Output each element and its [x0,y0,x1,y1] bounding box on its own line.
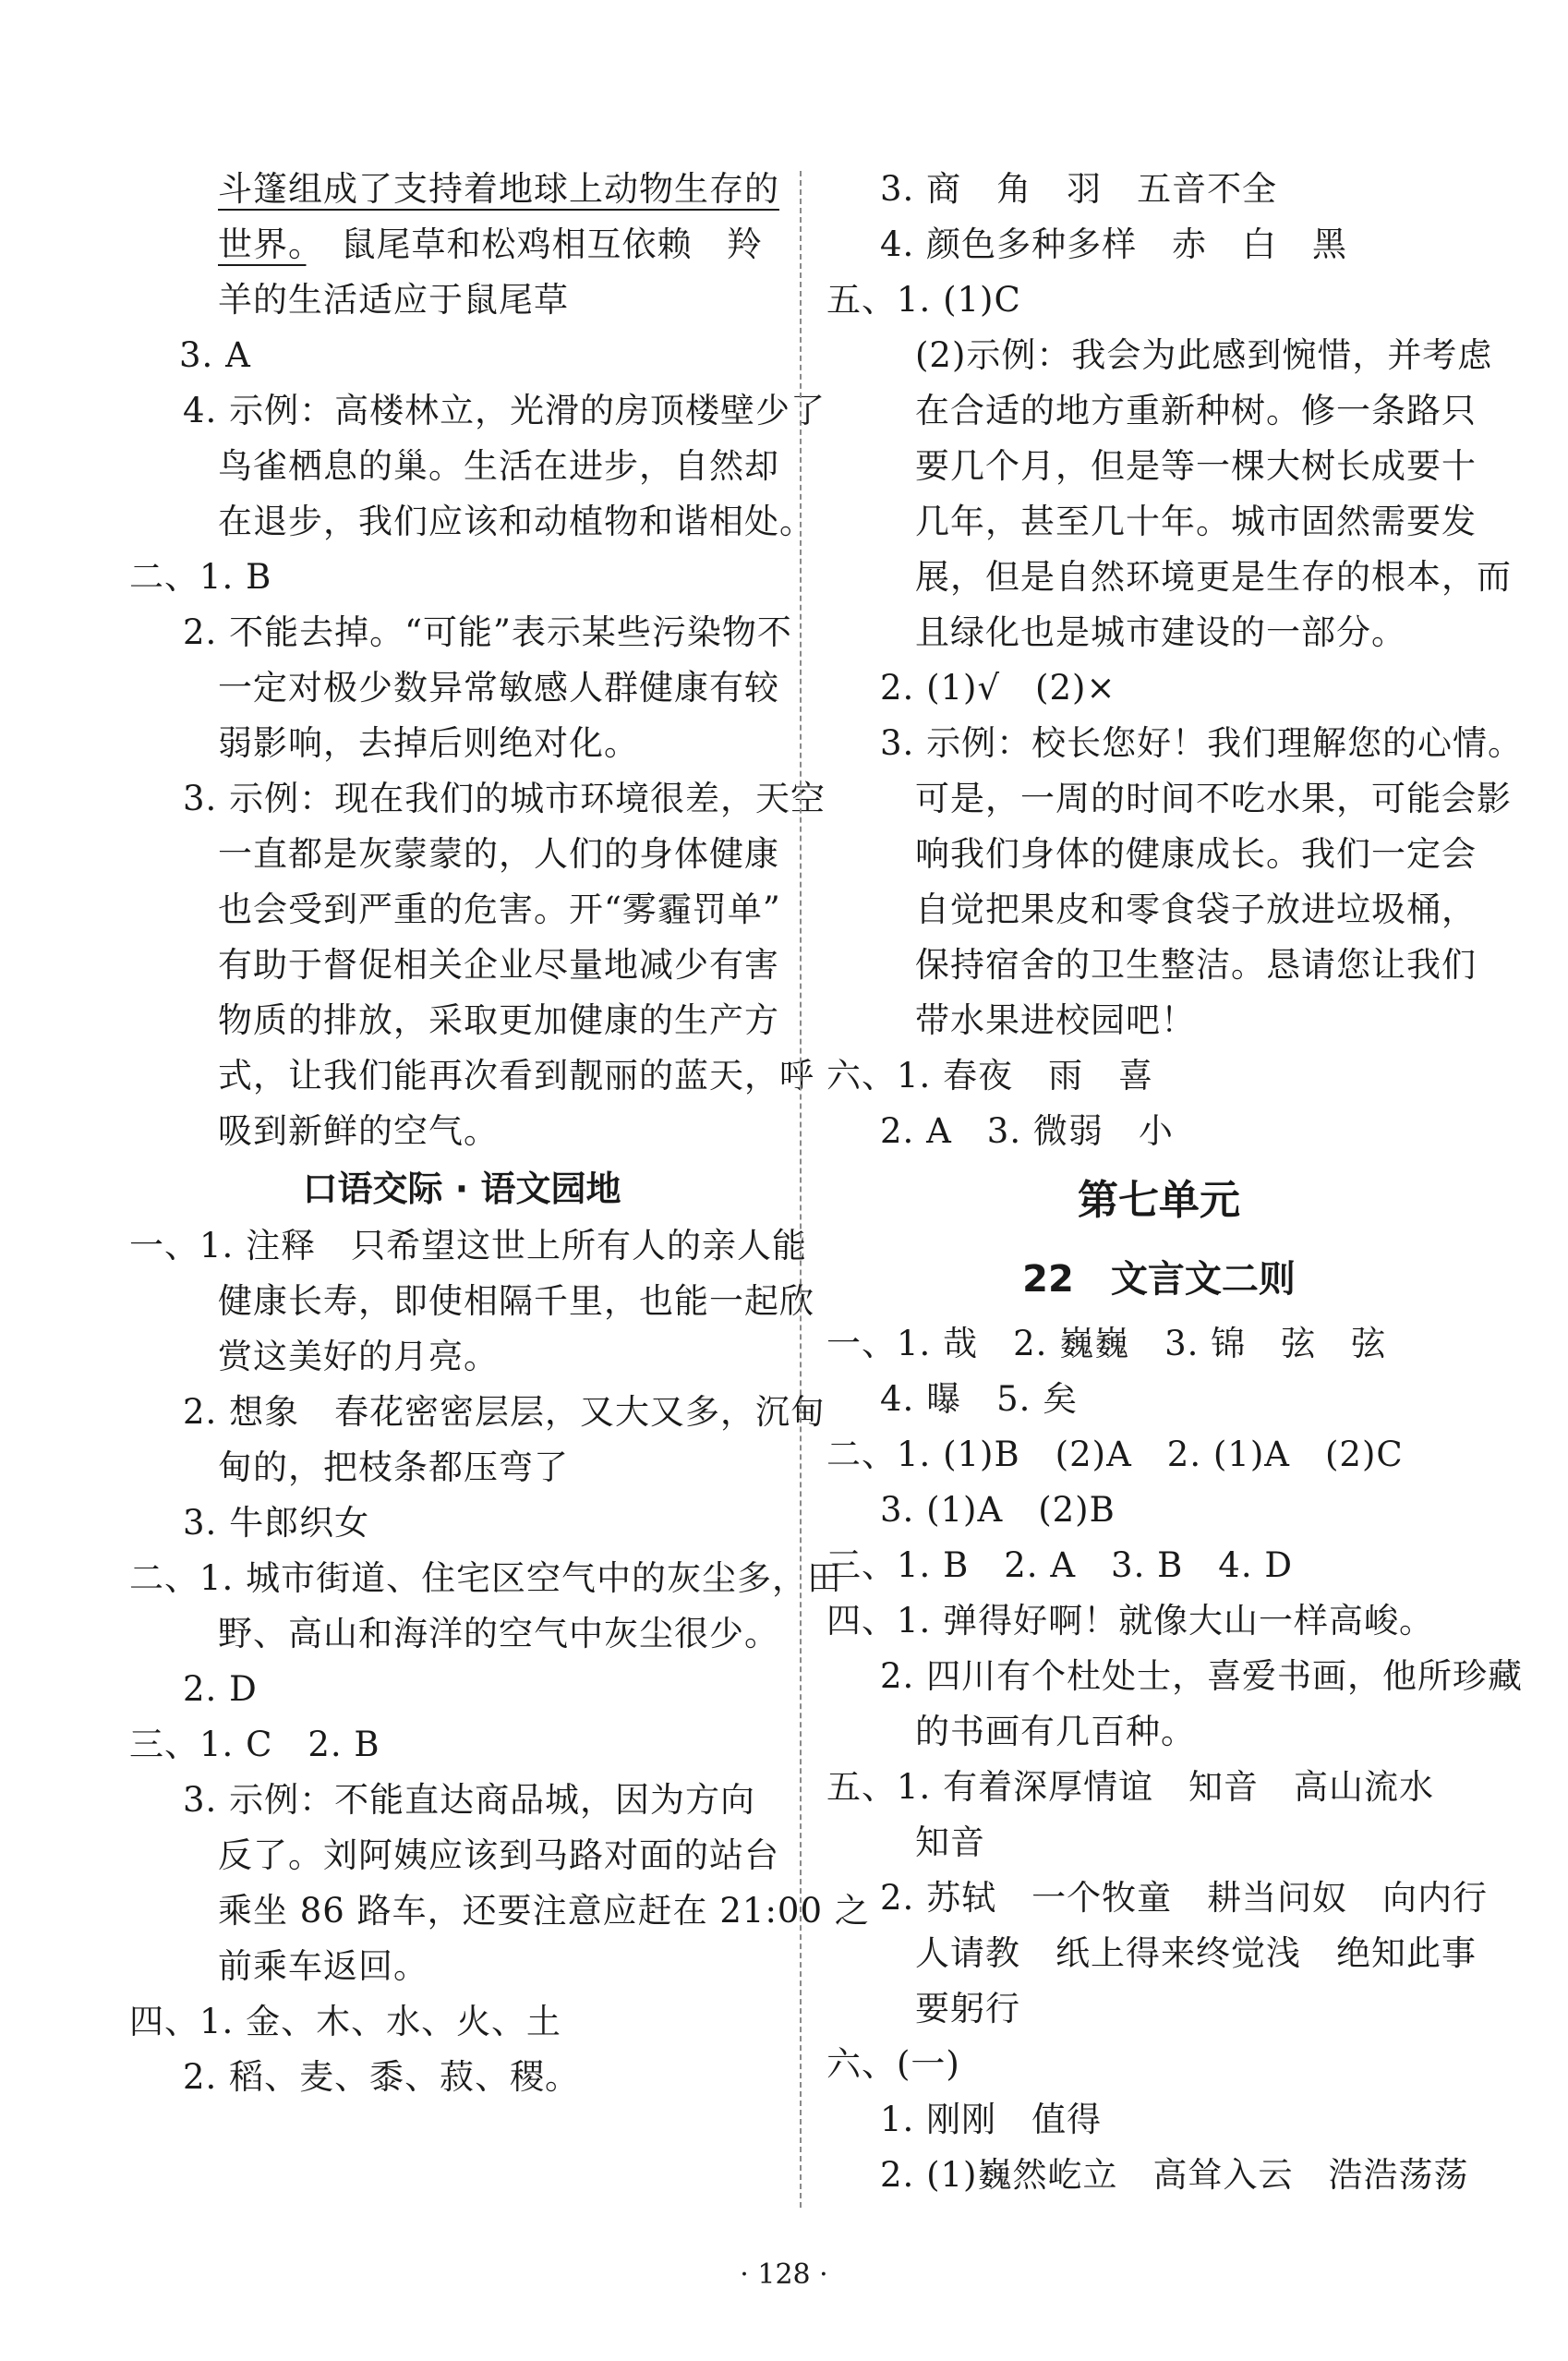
answer-line: 人请教 纸上得来终觉浅 绝知此事 [915,1933,1477,1973]
answer-line: 野、高山和海洋的空气中灰尘很少。 [218,1614,779,1653]
answer-line: 2. A 3. 微弱 小 [880,1111,1174,1151]
answer-line: 反了。刘阿姨应该到马路对面的站台 [218,1835,779,1875]
answer-line: 带水果进校园吧！ [915,1000,1196,1040]
answer-line: 三、1. C 2. B [129,1725,380,1764]
left-column [129,162,870,2105]
answer-line: 且绿化也是城市建设的一部分。 [915,612,1406,652]
answer-line: 羊的生活适应于鼠尾草 [218,280,569,320]
answer-line: 2. 苏轼 一个牧童 耕当问奴 向内行 [880,1878,1489,1918]
answer-line: 二、1. B [129,557,272,597]
answer-line: 3. (1)A (2)B [880,1490,1116,1530]
answer-line: 五、1. (1)C [826,280,1021,320]
answer-line: 要几个月，但是等一棵大树长成要十 [915,446,1477,486]
column-divider [800,171,802,2208]
answer-line: 4. 颜色多种多样 赤 白 黑 [880,224,1348,264]
answer-line: 2. 稻、麦、黍、菽、稷。 [183,2057,581,2097]
answer-line: 鸟雀栖息的巢。生活在进步，自然却 [218,446,779,486]
answer-line: 弱影响，去掉后则绝对化。 [218,723,639,763]
answer-line: 三、1. B 2. A 3. B 4. D [826,1545,1294,1585]
answer-line: 保持宿舍的卫生整洁。恳请您让我们 [915,945,1477,985]
answer-line: 物质的排放，采取更加健康的生产方 [218,1000,779,1040]
page-number: · 128 · [740,2258,828,2291]
answer-line: 2. (1)巍然屹立 高耸入云 浩浩荡荡 [880,2155,1469,2195]
right-column [826,162,1524,2203]
answer-line [129,217,794,272]
answer-line: 3. 示例：校长您好！我们理解您的心情。 [880,723,1524,763]
answer-line: 响我们身体的健康成长。我们一定会 [915,834,1477,874]
underlined-text: 世界。 [218,224,307,264]
answer-line: 二、1. (1)B (2)A 2. (1)A (2)C [826,1435,1404,1474]
answer-line: 五、1. 有着深厚情谊 知音 高山流水 [826,1767,1435,1807]
answer-line: 在合适的地方重新种树。修一条路只 [915,391,1477,430]
answer-line: 前乘车返回。 [218,1946,428,1986]
answer-line: 2. 不能去掉。“可能”表示某些污染物不 [183,612,792,652]
answer-line: 二、1. 城市街道、住宅区空气中的灰尘多，田 [129,1558,843,1598]
answer-line: 展，但是自然环境更是生存的根本，而 [915,557,1512,597]
answer-line: (2)示例：我会为此感到惋惜，并考虑 [915,335,1493,375]
answer-line: 可是，一周的时间不吃水果，可能会影 [915,779,1512,818]
answer-line: 3. 牛郎织女 [183,1503,370,1543]
answer-line: 一、1. 注释 只希望这世上所有人的亲人能 [129,1226,808,1265]
answer-line: 4. 曝 5. 矣 [880,1379,1079,1419]
answer-line: 甸的，把枝条都压弯了 [218,1447,569,1487]
answer-line: 健康长寿，即使相隔千里，也能一起欣 [218,1281,814,1321]
section-heading: 第七单元 [1078,1177,1240,1224]
answer-line: 式，让我们能再次看到靓丽的蓝天，呼 [218,1056,814,1096]
answer-line: 六、(一) [826,2044,960,2084]
answer-line: 有助于督促相关企业尽量地减少有害 [218,945,779,985]
answer-line: 知音 [915,1822,985,1862]
answer-line: 赏这美好的月亮。 [218,1337,499,1376]
section-heading: 22 文言文二则 [1022,1258,1296,1301]
answer-line: 3. A [179,335,251,375]
answer-line: 四、1. 金、木、水、火、土 [129,2002,562,2041]
answer-line: 吸到新鲜的空气。 [218,1111,499,1151]
answer-line: 乘坐 86 路车，还要注意应赶在 21:00 之 [218,1891,870,1931]
answer-line: 一、1. 哉 2. 巍巍 3. 锦 弦 弦 [826,1324,1387,1363]
answer-line: 六、1. 春夜 雨 喜 [826,1056,1154,1096]
answer-line: 一定对极少数异常敏感人群健康有较 [218,668,779,708]
answer-line [129,162,794,217]
answer-line: 要躬行 [915,1989,1020,2028]
answer-line: 2. D [183,1669,258,1709]
answer-line: 也会受到严重的危害。开“雾霾罚单” [218,890,781,929]
answer-line: 2. 四川有个杜处士，喜爱书画，他所珍藏 [880,1656,1524,1696]
answer-line: 2. (1)√ (2)× [880,668,1116,708]
answer-line: 4. 示例：高楼林立，光滑的房顶楼壁少了 [183,391,826,430]
answer-line: 一直都是灰蒙蒙的，人们的身体健康 [218,834,779,874]
answer-line: 3. 商 角 羽 五音不全 [880,169,1278,209]
answer-line: 3. 示例：不能直达商品城，因为方向 [183,1780,756,1820]
answer-line: 在退步，我们应该和动植物和谐相处。 [218,502,814,541]
answer-line: 3. 示例：现在我们的城市环境很差，天空 [183,779,826,818]
answer-line: 自觉把果皮和零食袋子放进垃圾桶， [915,890,1477,929]
answer-line: 2. 想象 春花密密层层，又大又多，沉甸 [183,1392,826,1432]
underlined-text: 斗篷组成了支持着地球上动物生存的 [218,169,779,209]
answer-line: 四、1. 弹得好啊！就像大山一样高峻。 [826,1601,1435,1641]
section-heading: 口语交际 · 语文园地 [302,1168,621,1209]
answer-line: 的书画有几百种。 [915,1712,1196,1751]
answer-text: 鼠尾草和松鸡相互依赖 羚 [306,224,763,264]
answer-line: 1. 刚刚 值得 [880,2100,1103,2139]
answer-line: 几年，甚至几十年。城市固然需要发 [915,502,1477,541]
